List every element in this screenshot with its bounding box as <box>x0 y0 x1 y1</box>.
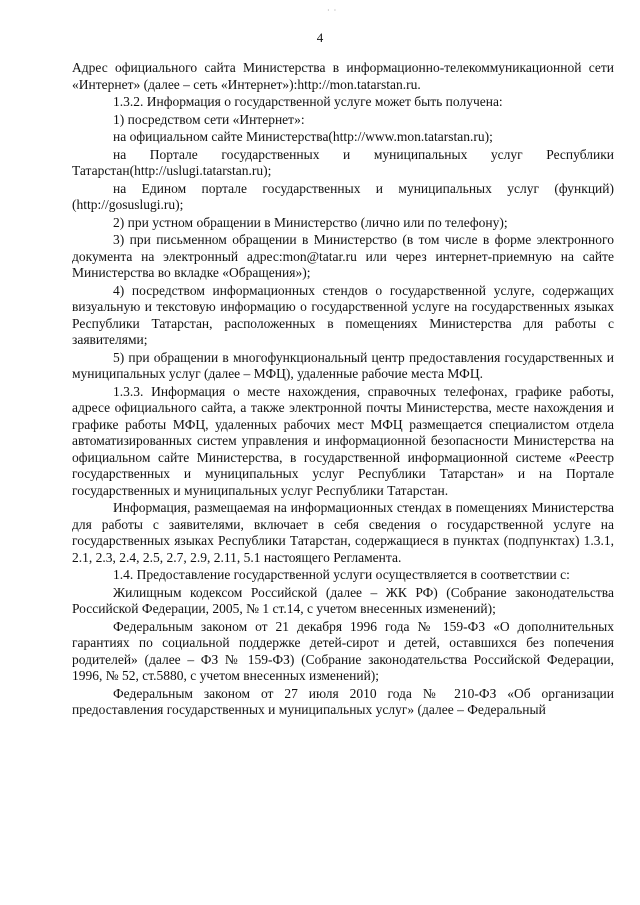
paragraph-1-4: 1.4. Предоставление государственной услуги осуществляется в соответствии с: <box>113 567 570 582</box>
paragraph-stand-info: Информация, размещаемая на информационных стендах в помещениях Министерства для работы с заявителями, включает в себя сведения о государственной услуге на государственных языках Республики Татарстан, содержащиеся в пунктах (подпунктах) 1.3.1, 2.1, 2.3, 2.4, 2.5, 2.7, 2.9, 2.11, 5.1 настоящего Регламента. <box>72 500 614 565</box>
page-number: 4 <box>316 30 324 45</box>
paragraph-law-210: Федеральным законом от 27 июля 2010 года № 210-ФЗ «Об организации предоставления государственных и муниципальных услуг» (далее – Федеральный <box>72 685 614 717</box>
paragraph-1-3-2: 1.3.2. Информация о государственной услуге может быть получена: <box>113 94 503 109</box>
paragraph-unified-portal: на Едином портале государственных и муниципальных услуг (функций)(http://gosuslugi.ru); <box>72 180 614 212</box>
paragraph-info-stands: 4) посредством информационных стендов о государственной услуге, содержащих визуальную и текстовую информацию о государственной услуге на государственных языках Республики Татарстан, расположенных в помещениях Министерства для работы с заявителями; <box>72 282 614 347</box>
paragraph-1-3-3: 1.3.3. Информация о месте нахождения, справочных телефонах, графике работы, адресе официального сайта, а также электронной почты Министерства, месте нахождения и графике работы МФЦ, удаленных рабочих мест МФЦ размещается специалистом отдела автоматизированных систем управления и информационной безопасности Министерства на официальном сайте Министерства, в государственной информационной системе «Реестр государственных и муниципальных услуг Республики Татарстан» и на Портале государственных и муниципальных услуг Республики Татарстан. <box>72 383 614 498</box>
paragraph-site-address: Адрес официального сайта Министерства в информационно-телекоммуникационной сети «Интернет» (далее – сеть «Интернет»):http://mon.tatarstan.ru. <box>72 60 614 92</box>
paragraph-mfc: 5) при обращении в многофункциональный центр предоставления государственных и муниципальных услуг (далее – МФЦ), удаленные рабочие места МФЦ. <box>72 349 614 381</box>
paragraph-housing-code: Жилищным кодексом Российской (далее – ЖК РФ) (Собрание законодательства Российской Федерации, 2005, № 1 ст.14, с учетом внесенных изменений); <box>72 584 614 616</box>
paragraph-written-request: 3) при письменном обращении в Министерство (в том числе в форме электронного документа на электронный адрес:mon@tatar.ru или через интернет-приемную на сайте Министерства во вкладке «Обращения»); <box>72 232 614 280</box>
paragraph-internet: 1) посредством сети «Интернет»: <box>113 111 305 127</box>
document-body <box>72 60 614 720</box>
paragraph-official-site: на официальном сайте Министерства(http://www.mon.tatarstan.ru); <box>113 129 493 144</box>
paragraph-oral-request: 2) при устном обращении в Министерство (лично или по телефону); <box>113 214 508 230</box>
paragraph-rt-portal: на Портале государственных и муниципальных услуг Республики Татарстан(http://uslugi.tatarstan.ru); <box>72 146 614 178</box>
scan-mark: · · <box>327 6 338 15</box>
paragraph-law-159: Федеральным законом от 21 декабря 1996 года № 159-ФЗ «О дополнительных гарантиях по социальной поддержке детей-сирот и детей, оставшихся без попечения родителей» (далее – ФЗ № 159-ФЗ) (Собрание законодательства Российской Федерации, 1996, № 52, ст.5880, с учетом внесенных изменений); <box>72 618 614 683</box>
